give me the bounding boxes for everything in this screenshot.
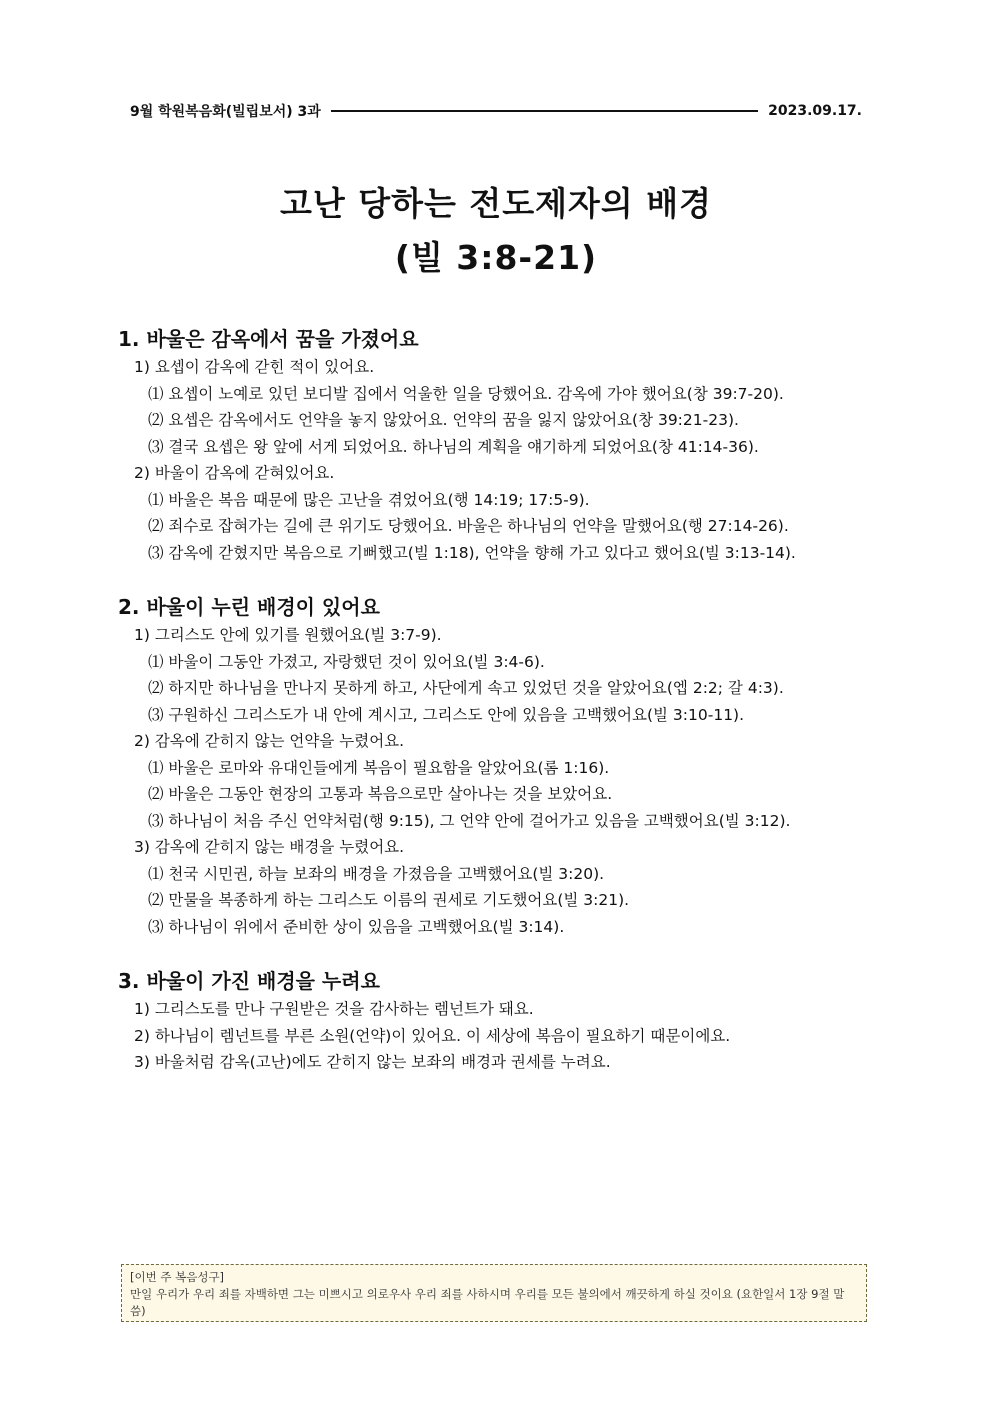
lesson-date: 2023.09.17. bbox=[768, 103, 862, 119]
lesson-label: 9월 학원복음화(빌립보서) 3과 bbox=[130, 104, 321, 120]
lesson-content bbox=[118, 324, 878, 1102]
outline-subitem: ⑵ 요셉은 감옥에서도 언약을 놓지 않았어요. 언약의 꿈을 잃지 않았어요(창 39:21-23). bbox=[148, 411, 739, 429]
outline-subitem: ⑴ 바울은 복음 때문에 많은 고난을 겪었어요(행 14:19; 17:5-9). bbox=[148, 490, 590, 509]
outline-subitem: ⑶ 하나님이 처음 주신 언약처럼(행 9:15), 그 언약 안에 걸어가고 있음을 고백했어요(빌 3:12). bbox=[148, 811, 791, 830]
section-heading: 2. 바울이 누린 배경이 있어요 bbox=[118, 595, 380, 619]
outline-subitem: ⑵ 바울은 그동안 현장의 고통과 복음으로만 살아나는 것을 보았어요. bbox=[148, 785, 613, 803]
outline-item: 2) 바울이 감옥에 갇혀있어요. bbox=[134, 464, 335, 482]
page-header bbox=[130, 100, 862, 122]
outline-item: 2) 감옥에 갇히지 않는 언약을 누렸어요. bbox=[134, 732, 405, 750]
outline-subitem: ⑶ 감옥에 갇혔지만 복음으로 기뻐했고(빌 1:18), 언약을 향해 가고 있다고 했어요(빌 3:13-14). bbox=[148, 543, 796, 562]
outline-subitem: ⑵ 하지만 하나님을 만나지 못하게 하고, 사단에게 속고 있었던 것을 알았어요(엡 2:2; 갈 4:3). bbox=[148, 679, 784, 697]
page-subtitle-reference: (빌 3:8-21) bbox=[394, 238, 598, 277]
outline-subitem: ⑵ 만물을 복종하게 하는 그리스도 이름의 권세로 기도했어요(빌 3:21). bbox=[148, 891, 630, 909]
section-3 bbox=[118, 966, 878, 1076]
outline-subitem: ⑶ 하나님이 위에서 준비한 상이 있음을 고백했어요(빌 3:14). bbox=[148, 917, 565, 936]
outline-item: 3) 바울처럼 감옥(고난)에도 갇히지 않는 보좌의 배경과 권세를 누려요. bbox=[134, 1053, 611, 1071]
weekly-verse-text: 만일 우리가 우리 죄를 자백하면 그는 미쁘시고 의로우사 우리 죄를 사하시며 우리를 모든 불의에서 깨끗하게 하실 것이요 (요한일서 1장 9절 말씀) bbox=[130, 1287, 845, 1318]
outline-subitem: ⑶ 결국 요셉은 왕 앞에 서게 되었어요. 하나님의 계획을 얘기하게 되었어요(창 41:14-36). bbox=[148, 437, 759, 456]
outline-subitem: ⑴ 요셉이 노예로 있던 보디발 집에서 억울한 일을 당했어요. 감옥에 가야 했어요(창 39:7-20). bbox=[148, 384, 784, 403]
outline-subitem: ⑵ 죄수로 잡혀가는 길에 큰 위기도 당했어요. 바울은 하나님의 언약을 말했어요(행 27:14-26). bbox=[148, 517, 789, 535]
section-2 bbox=[118, 592, 878, 940]
outline-item: 3) 감옥에 갇히지 않는 배경을 누렸어요. bbox=[134, 838, 405, 856]
section-heading: 1. 바울은 감옥에서 꿈을 가졌어요 bbox=[118, 327, 419, 351]
outline-subitem: ⑴ 천국 시민권, 하늘 보좌의 배경을 가졌음을 고백했어요(빌 3:20). bbox=[148, 864, 605, 883]
outline-item: 1) 그리스도를 만나 구원받은 것을 감사하는 렘넌트가 돼요. bbox=[134, 1000, 534, 1018]
section-1 bbox=[118, 324, 878, 566]
page-title: 고난 당하는 전도제자의 배경 bbox=[279, 184, 712, 223]
outline-subitem: ⑴ 바울이 그동안 가졌고, 자랑했던 것이 있어요(빌 3:4-6). bbox=[148, 652, 545, 671]
section-heading: 3. 바울이 가진 배경을 누려요 bbox=[118, 969, 380, 993]
outline-item: 1) 요셉이 감옥에 갇힌 적이 있어요. bbox=[134, 358, 375, 376]
weekly-verse-label: [이번 주 복음성구] bbox=[130, 1270, 225, 1284]
outline-item: 2) 하나님이 렘넌트를 부른 소원(언약)이 있어요. 이 세상에 복음이 필요하기 때문이에요. bbox=[134, 1026, 731, 1045]
header-rule bbox=[331, 110, 758, 112]
weekly-verse-box bbox=[121, 1264, 867, 1322]
outline-item: 1) 그리스도 안에 있기를 원했어요(빌 3:7-9). bbox=[134, 626, 442, 644]
outline-subitem: ⑶ 구원하신 그리스도가 내 안에 계시고, 그리스도 안에 있음을 고백했어요(빌 3:10-11). bbox=[148, 705, 745, 724]
outline-subitem: ⑴ 바울은 로마와 유대인들에게 복음이 필요함을 알았어요(롬 1:16). bbox=[148, 758, 610, 777]
